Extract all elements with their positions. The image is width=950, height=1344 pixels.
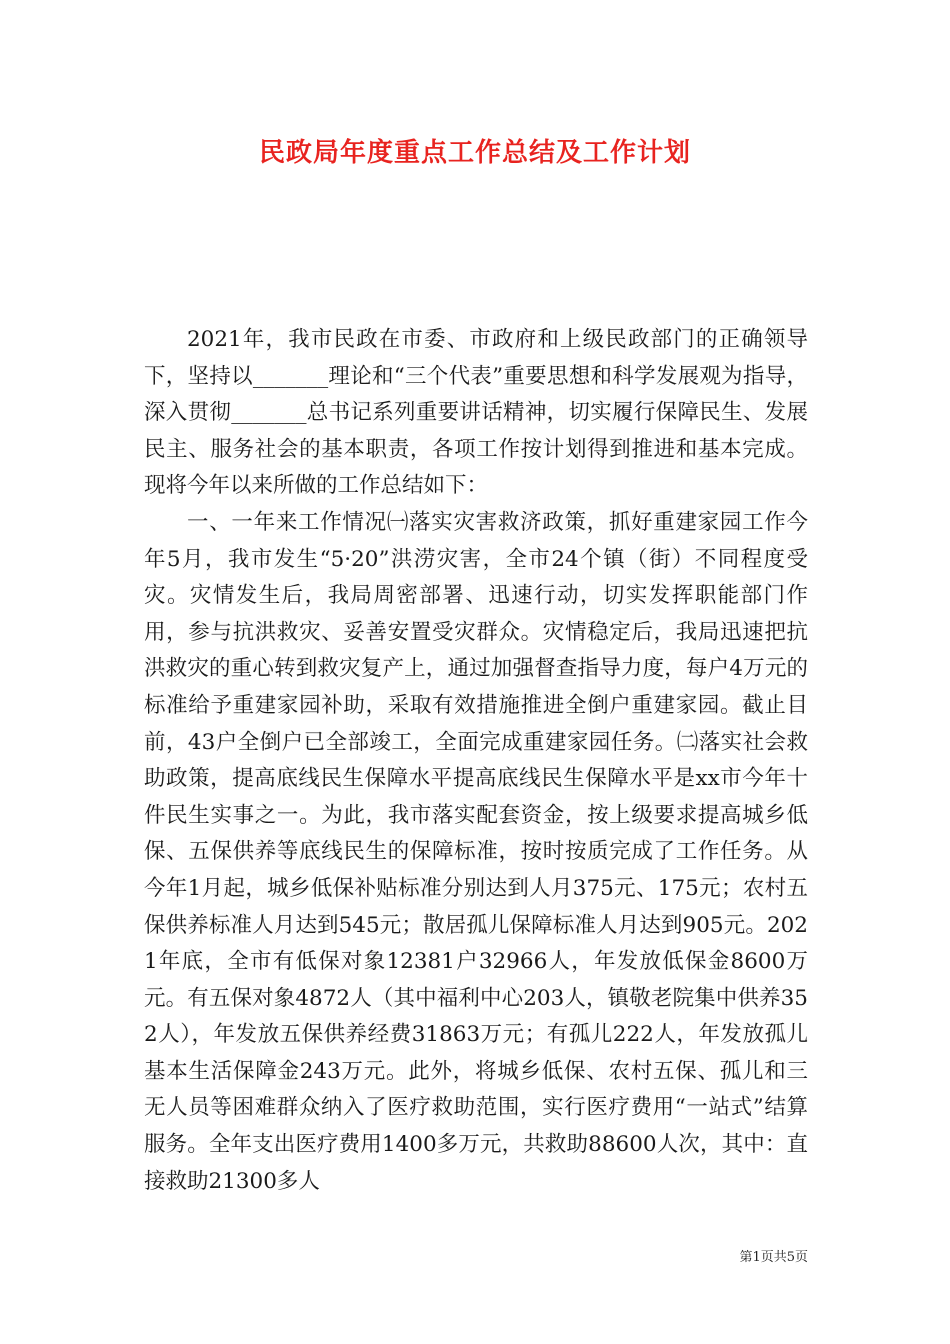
document-body (144, 322, 808, 1200)
document-title: 民政局年度重点工作总结及工作计划 (258, 138, 691, 168)
paragraph-work-situation: 一、一年来工作情况㈠落实灾害救济政策，抓好重建家园工作今年5月，我市发生“5·20”洪涝灾害，全市24个镇（街）不同程度受灾。灾情发生后，我局周密部署、迅速行动，切实发挥职能部门作用，参与抗洪救灾、妥善安置受灾群众。灾情稳定后，我局迅速把抗洪救灾的重心转到救灾复产上，通过加强督查指导力度，每户4万元的标准给予重建家园补助，采取有效措施推进全倒户重建家园。截止目前，43户全倒户已全部竣工，全面完成重建家园任务。㈡落实社会救助政策，提高底线民生保障水平提高底线民生保障水平是xx市今年十件民生实事之一。为此，我市落实配套资金，按上级要求提高城乡低保、五保供养等底线民生的保障标准，按时按质完成了工作任务。从今年1月起，城乡低保补贴标准分别达到人月375元、175元；农村五保供养标准人月达到545元；散居孤儿保障标准人月达到905元。2021年底，全市有低保对象12381户32966人，年发放低保金8600万元。有五保对象4872人（其中福利中心203人，镇敬老院集中供养352人），年发放五保供养经费31863万元；有孤儿222人，年发放孤儿基本生活保障金243万元。此外，将城乡低保、农村五保、孤儿和三无人员等困难群众纳入了医疗救助范围，实行医疗费用“一站式”结算服务。全年支出医疗费用1400多万元，共救助88600人次，其中：直接救助21300多人 (144, 509, 808, 1194)
page-number: 第1页共5页 (739, 1250, 808, 1265)
paragraph-intro: 2021年，我市民政在市委、市政府和上级民政部门的正确领导下，坚持以_______理论和“三个代表”重要思想和科学发展观为指导，深入贯彻_______总书记系列重要讲话精神，切实履行保障民生、发展民主、服务社会的基本职责，各项工作按计划得到推进和基本完成。现将今年以来所做的工作总结如下： (144, 327, 808, 499)
